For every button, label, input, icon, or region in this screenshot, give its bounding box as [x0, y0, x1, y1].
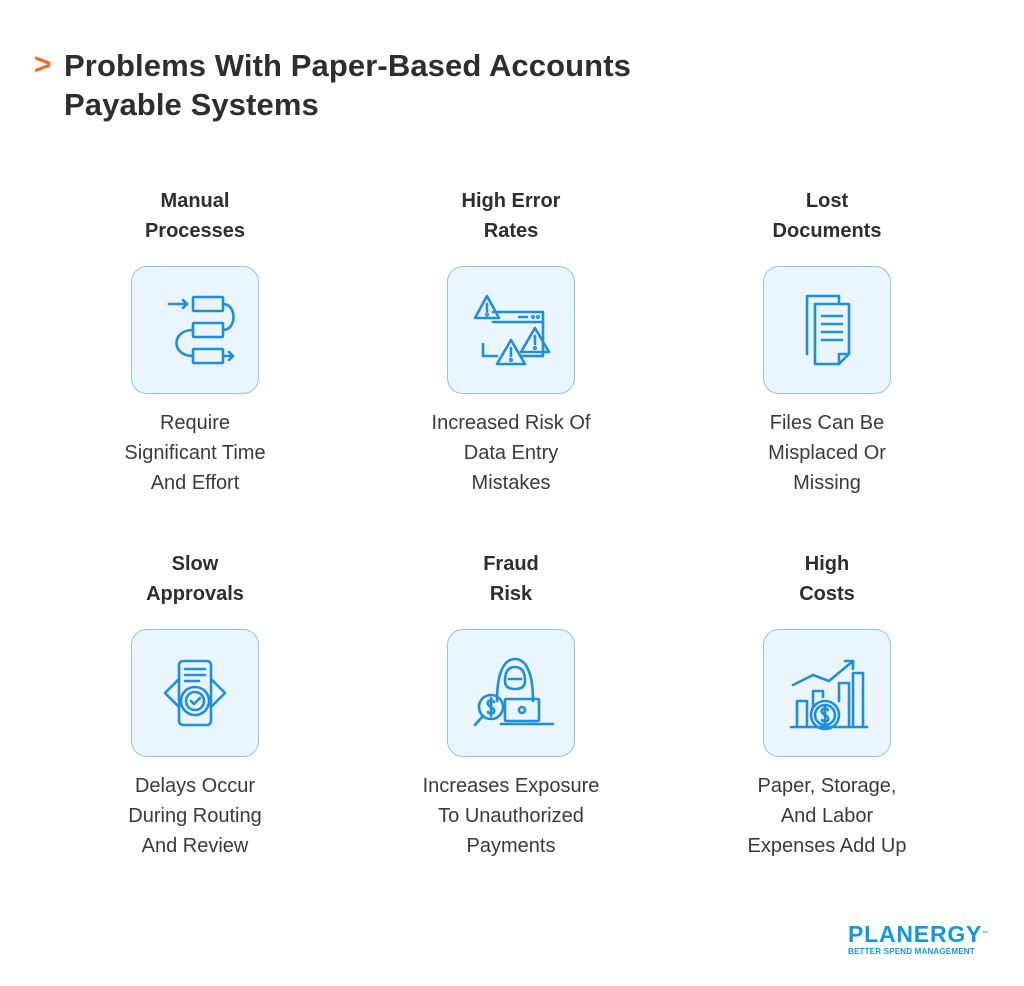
card-title-line: Costs	[799, 583, 855, 605]
card-lost-documents	[692, 186, 962, 498]
card-title-line: Risk	[489, 583, 533, 605]
card-desc-line: Require	[159, 412, 231, 434]
card-description	[60, 771, 330, 861]
page-header	[34, 46, 794, 124]
card-desc-line: Paper, Storage,	[757, 775, 897, 797]
page-title	[64, 46, 794, 124]
card-description	[692, 771, 962, 861]
card-desc-line: Missing	[793, 472, 861, 494]
documents-icon	[763, 266, 891, 394]
page-title-line-2: Payable Systems	[64, 87, 319, 122]
card-title-line: Lost	[805, 190, 849, 212]
card-title	[376, 549, 646, 609]
card-desc-line: During Routing	[128, 805, 262, 827]
card-high-error-rates	[376, 186, 646, 498]
card-desc-line: To Unauthorized	[438, 805, 584, 827]
card-desc-line: Misplaced Or	[768, 442, 886, 464]
card-desc-line: Increased Risk Of	[431, 412, 591, 434]
logo-tagline: BETTER SPEND MANAGEMENT	[848, 947, 975, 956]
card-title-line: Approvals	[146, 583, 244, 605]
card-title-line: Manual	[160, 190, 230, 212]
card-desc-line: Files Can Be	[769, 412, 885, 434]
card-title-line: Processes	[144, 220, 246, 242]
approval-certificate-icon	[131, 629, 259, 757]
card-desc-line: And Effort	[150, 472, 240, 494]
card-high-costs	[692, 549, 962, 861]
card-title	[692, 549, 962, 609]
card-title	[376, 186, 646, 246]
logo-wordmark	[848, 922, 989, 946]
card-desc-line: Significant Time	[124, 442, 266, 464]
card-title	[60, 549, 330, 609]
card-fraud-risk	[376, 549, 646, 861]
card-desc-line: Data Entry	[463, 442, 559, 464]
card-description	[692, 408, 962, 498]
card-desc-line: And Review	[141, 835, 249, 857]
card-title-line: High Error	[461, 190, 561, 212]
rising-costs-icon	[763, 629, 891, 757]
card-desc-line: Mistakes	[471, 472, 551, 494]
card-title-line: Fraud	[483, 553, 539, 575]
card-desc-line: Payments	[466, 835, 556, 857]
card-desc-line: Increases Exposure	[422, 775, 600, 797]
chevron-right-icon: >	[34, 48, 52, 81]
card-desc-line: And Labor	[780, 805, 874, 827]
card-description	[376, 408, 646, 498]
planergy-logo	[848, 922, 989, 957]
hacker-icon	[447, 629, 575, 757]
card-description	[60, 408, 330, 498]
card-title-line: Slow	[171, 553, 219, 575]
card-title-line: High	[804, 553, 850, 575]
card-desc-line: Delays Occur	[134, 775, 256, 797]
card-title-line: Rates	[483, 220, 539, 242]
process-flow-icon	[131, 266, 259, 394]
card-desc-line: Expenses Add Up	[747, 835, 907, 857]
page-title-line-1: Problems With Paper-Based Accounts	[64, 48, 631, 83]
trademark-mark: ™	[982, 931, 990, 937]
card-manual-processes	[60, 186, 330, 498]
card-description	[376, 771, 646, 861]
error-warning-icon	[447, 266, 575, 394]
card-title	[692, 186, 962, 246]
card-slow-approvals	[60, 549, 330, 861]
card-title-line: Documents	[772, 220, 882, 242]
logo-name: PLANERGY	[848, 921, 983, 947]
card-title	[60, 186, 330, 246]
